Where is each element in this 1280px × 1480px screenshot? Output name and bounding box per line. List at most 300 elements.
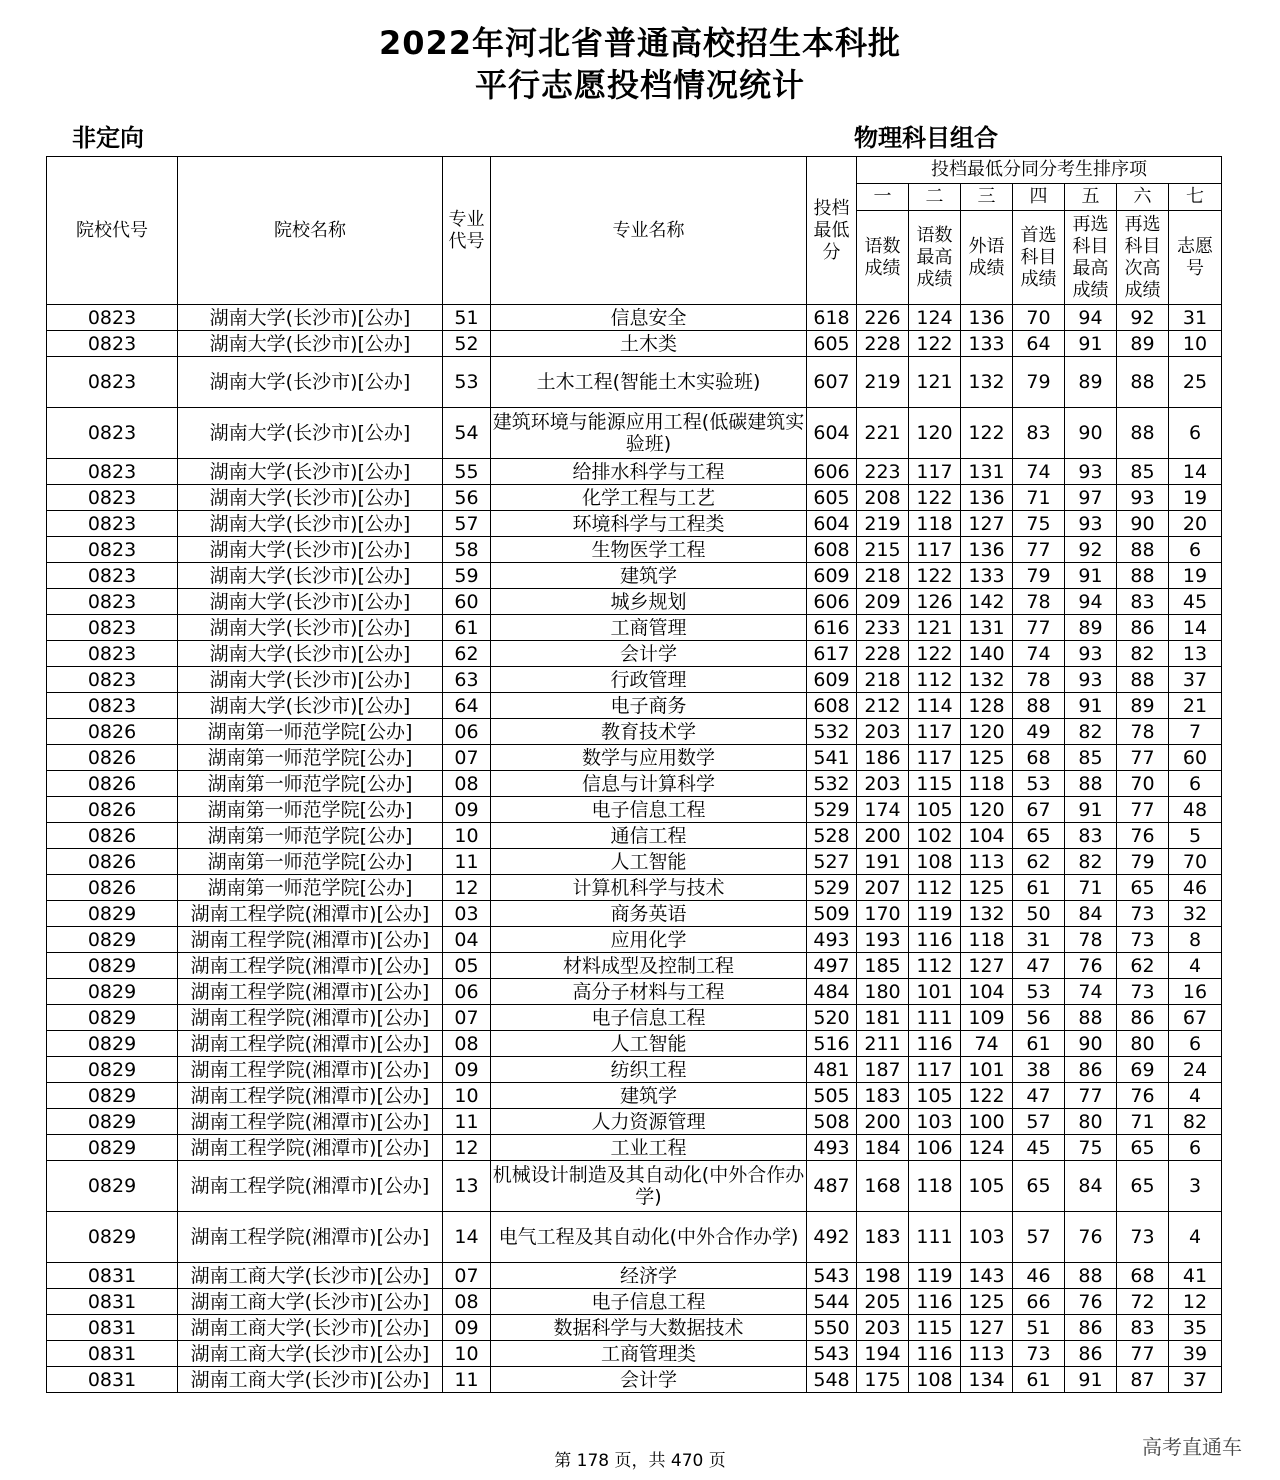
cell-score-second-subject-max: 74 — [1065, 979, 1117, 1005]
header-order-2: 二 — [909, 184, 961, 211]
cell-score-chinese-math: 219 — [857, 511, 909, 537]
cell-major-name: 经济学 — [491, 1263, 807, 1289]
cell-score-chinese-math-max: 112 — [909, 667, 961, 693]
header-order-1: 一 — [857, 184, 909, 211]
cell-score-first-subject: 61 — [1013, 875, 1065, 901]
cell-preference-number: 3 — [1169, 1161, 1222, 1212]
cell-score-first-subject: 77 — [1013, 615, 1065, 641]
cell-major-name: 城乡规划 — [491, 589, 807, 615]
cell-score-second-subject-next: 89 — [1117, 693, 1169, 719]
cell-score-chinese-math: 205 — [857, 1289, 909, 1315]
cell-min-score: 609 — [807, 563, 857, 589]
cell-school-code: 0829 — [47, 901, 178, 927]
cell-school-code: 0823 — [47, 408, 178, 459]
cell-major-name: 工业工程 — [491, 1135, 807, 1161]
cell-preference-number: 6 — [1169, 537, 1222, 563]
document-title-line1: 2022年河北省普通高校招生本科批 — [378, 24, 902, 62]
cell-score-first-subject: 78 — [1013, 589, 1065, 615]
cell-school-code: 0826 — [47, 745, 178, 771]
cell-score-chinese-math: 194 — [857, 1341, 909, 1367]
cell-min-score: 492 — [807, 1212, 857, 1263]
cell-score-foreign-language: 124 — [961, 1135, 1013, 1161]
cell-school-name: 湖南大学(长沙市)[公办] — [178, 563, 443, 589]
header-item-5: 再选科目最高成绩 — [1065, 211, 1117, 305]
cell-score-chinese-math: 233 — [857, 615, 909, 641]
cell-major-name: 行政管理 — [491, 667, 807, 693]
cell-major-name: 材料成型及控制工程 — [491, 953, 807, 979]
cell-score-chinese-math-max: 115 — [909, 1315, 961, 1341]
cell-score-foreign-language: 132 — [961, 357, 1013, 408]
header-item-4: 首选科目成绩 — [1013, 211, 1065, 305]
cell-score-first-subject: 88 — [1013, 693, 1065, 719]
cell-score-foreign-language: 125 — [961, 1289, 1013, 1315]
header-item-1: 语数成绩 — [857, 211, 909, 305]
cell-school-code: 0826 — [47, 823, 178, 849]
cell-score-chinese-math-max: 116 — [909, 927, 961, 953]
cell-major-name: 纺织工程 — [491, 1057, 807, 1083]
cell-score-second-subject-max: 89 — [1065, 357, 1117, 408]
cell-min-score: 532 — [807, 771, 857, 797]
cell-school-code: 0831 — [47, 1315, 178, 1341]
cell-score-chinese-math: 175 — [857, 1367, 909, 1393]
cell-major-code: 61 — [443, 615, 491, 641]
cell-score-foreign-language: 136 — [961, 537, 1013, 563]
cell-school-code: 0829 — [47, 927, 178, 953]
cell-score-chinese-math-max: 106 — [909, 1135, 961, 1161]
cell-major-code: 60 — [443, 589, 491, 615]
cell-min-score: 606 — [807, 589, 857, 615]
cell-score-second-subject-max: 97 — [1065, 485, 1117, 511]
cell-score-foreign-language: 122 — [961, 1083, 1013, 1109]
cell-major-code: 08 — [443, 1289, 491, 1315]
cell-score-foreign-language: 103 — [961, 1212, 1013, 1263]
cell-score-foreign-language: 143 — [961, 1263, 1013, 1289]
cell-score-chinese-math-max: 118 — [909, 511, 961, 537]
cell-score-foreign-language: 101 — [961, 1057, 1013, 1083]
cell-school-name: 湖南大学(长沙市)[公办] — [178, 511, 443, 537]
cell-score-foreign-language: 131 — [961, 615, 1013, 641]
cell-score-chinese-math-max: 122 — [909, 641, 961, 667]
cell-school-name: 湖南工商大学(长沙市)[公办] — [178, 1263, 443, 1289]
cell-score-second-subject-max: 91 — [1065, 1367, 1117, 1393]
cell-preference-number: 37 — [1169, 667, 1222, 693]
table-row — [47, 1005, 1222, 1031]
cell-score-second-subject-max: 84 — [1065, 1161, 1117, 1212]
cell-major-name: 信息安全 — [491, 305, 807, 331]
cell-school-name: 湖南工程学院(湘潭市)[公办] — [178, 1057, 443, 1083]
cell-score-second-subject-max: 92 — [1065, 537, 1117, 563]
header-tiebreak-group: 投档最低分同分考生排序项 — [857, 157, 1222, 184]
header-order-3: 三 — [961, 184, 1013, 211]
cell-score-second-subject-next: 92 — [1117, 305, 1169, 331]
cell-major-name: 人力资源管理 — [491, 1109, 807, 1135]
cell-score-chinese-math-max: 114 — [909, 693, 961, 719]
cell-score-first-subject: 70 — [1013, 305, 1065, 331]
cell-preference-number: 41 — [1169, 1263, 1222, 1289]
cell-major-name: 电子信息工程 — [491, 1289, 807, 1315]
cell-preference-number: 5 — [1169, 823, 1222, 849]
cell-score-chinese-math: 183 — [857, 1212, 909, 1263]
cell-score-chinese-math: 198 — [857, 1263, 909, 1289]
cell-school-name: 湖南大学(长沙市)[公办] — [178, 459, 443, 485]
cell-major-code: 10 — [443, 823, 491, 849]
cell-major-name: 给排水科学与工程 — [491, 459, 807, 485]
cell-score-second-subject-next: 89 — [1117, 331, 1169, 357]
cell-score-chinese-math-max: 124 — [909, 305, 961, 331]
cell-major-name: 建筑环境与能源应用工程(低碳建筑实验班) — [491, 408, 807, 459]
cell-school-code: 0823 — [47, 357, 178, 408]
cell-score-second-subject-next: 65 — [1117, 1161, 1169, 1212]
cell-school-code: 0823 — [47, 563, 178, 589]
cell-score-foreign-language: 136 — [961, 485, 1013, 511]
cell-school-name: 湖南大学(长沙市)[公办] — [178, 589, 443, 615]
table-row — [47, 1289, 1222, 1315]
cell-major-code: 10 — [443, 1341, 491, 1367]
cell-score-second-subject-next: 88 — [1117, 563, 1169, 589]
cell-score-chinese-math-max: 112 — [909, 875, 961, 901]
table-row — [47, 563, 1222, 589]
cell-score-first-subject: 78 — [1013, 667, 1065, 693]
table-row — [47, 797, 1222, 823]
cell-score-second-subject-max: 90 — [1065, 408, 1117, 459]
cell-school-code: 0831 — [47, 1263, 178, 1289]
cell-min-score: 608 — [807, 693, 857, 719]
cell-score-second-subject-next: 73 — [1117, 979, 1169, 1005]
cell-school-name: 湖南第一师范学院[公办] — [178, 771, 443, 797]
cell-score-first-subject: 53 — [1013, 979, 1065, 1005]
cell-school-name: 湖南大学(长沙市)[公办] — [178, 408, 443, 459]
cell-school-name: 湖南工程学院(湘潭市)[公办] — [178, 1161, 443, 1212]
cell-score-chinese-math: 193 — [857, 927, 909, 953]
admission-table — [46, 156, 1222, 1393]
cell-school-name: 湖南工程学院(湘潭市)[公办] — [178, 979, 443, 1005]
cell-school-code: 0823 — [47, 305, 178, 331]
cell-school-code: 0823 — [47, 331, 178, 357]
cell-min-score: 544 — [807, 1289, 857, 1315]
cell-score-foreign-language: 122 — [961, 408, 1013, 459]
cell-school-code: 0831 — [47, 1289, 178, 1315]
cell-score-second-subject-max: 80 — [1065, 1109, 1117, 1135]
cell-min-score: 487 — [807, 1161, 857, 1212]
cell-school-name: 湖南大学(长沙市)[公办] — [178, 357, 443, 408]
cell-major-name: 人工智能 — [491, 849, 807, 875]
cell-score-foreign-language: 127 — [961, 511, 1013, 537]
cell-school-code: 0831 — [47, 1341, 178, 1367]
cell-school-code: 0826 — [47, 771, 178, 797]
cell-score-second-subject-max: 93 — [1065, 511, 1117, 537]
cell-major-code: 59 — [443, 563, 491, 589]
cell-score-chinese-math-max: 103 — [909, 1109, 961, 1135]
cell-major-code: 07 — [443, 1263, 491, 1289]
cell-score-foreign-language: 105 — [961, 1161, 1013, 1212]
table-row — [47, 537, 1222, 563]
cell-score-second-subject-next: 65 — [1117, 875, 1169, 901]
cell-score-second-subject-max: 82 — [1065, 849, 1117, 875]
table-row — [47, 979, 1222, 1005]
document-title-line2: 平行志愿投档情况统计 — [474, 66, 805, 104]
table-row — [47, 1057, 1222, 1083]
cell-score-first-subject: 49 — [1013, 719, 1065, 745]
cell-min-score: 543 — [807, 1341, 857, 1367]
cell-major-code: 53 — [443, 357, 491, 408]
cell-school-code: 0829 — [47, 1161, 178, 1212]
cell-score-first-subject: 65 — [1013, 823, 1065, 849]
header-item-3: 外语成绩 — [961, 211, 1013, 305]
cell-score-second-subject-next: 86 — [1117, 1005, 1169, 1031]
cell-major-name: 电子商务 — [491, 693, 807, 719]
cell-school-name: 湖南大学(长沙市)[公办] — [178, 641, 443, 667]
cell-school-code: 0823 — [47, 589, 178, 615]
cell-major-name: 数学与应用数学 — [491, 745, 807, 771]
cell-major-code: 05 — [443, 953, 491, 979]
cell-score-first-subject: 56 — [1013, 1005, 1065, 1031]
table-row — [47, 408, 1222, 459]
cell-score-chinese-math: 226 — [857, 305, 909, 331]
cell-school-name: 湖南工程学院(湘潭市)[公办] — [178, 1005, 443, 1031]
cell-min-score: 527 — [807, 849, 857, 875]
cell-school-code: 0829 — [47, 1005, 178, 1031]
cell-major-code: 11 — [443, 1367, 491, 1393]
cell-school-code: 0826 — [47, 849, 178, 875]
cell-score-second-subject-max: 85 — [1065, 745, 1117, 771]
cell-score-foreign-language: 109 — [961, 1005, 1013, 1031]
cell-score-second-subject-next: 87 — [1117, 1367, 1169, 1393]
cell-score-chinese-math: 228 — [857, 641, 909, 667]
cell-preference-number: 37 — [1169, 1367, 1222, 1393]
cell-score-second-subject-max: 91 — [1065, 693, 1117, 719]
cell-min-score: 529 — [807, 875, 857, 901]
cell-score-foreign-language: 131 — [961, 459, 1013, 485]
cell-major-code: 55 — [443, 459, 491, 485]
cell-school-code: 0823 — [47, 485, 178, 511]
cell-score-chinese-math-max: 117 — [909, 719, 961, 745]
cell-min-score: 604 — [807, 408, 857, 459]
cell-score-first-subject: 45 — [1013, 1135, 1065, 1161]
cell-score-first-subject: 57 — [1013, 1109, 1065, 1135]
table-row — [47, 1315, 1222, 1341]
cell-min-score: 550 — [807, 1315, 857, 1341]
cell-school-code: 0823 — [47, 511, 178, 537]
cell-score-second-subject-next: 78 — [1117, 719, 1169, 745]
cell-score-chinese-math: 228 — [857, 331, 909, 357]
cell-score-foreign-language: 104 — [961, 823, 1013, 849]
cell-score-second-subject-max: 86 — [1065, 1057, 1117, 1083]
cell-score-second-subject-max: 77 — [1065, 1083, 1117, 1109]
cell-score-chinese-math: 218 — [857, 563, 909, 589]
cell-score-first-subject: 38 — [1013, 1057, 1065, 1083]
cell-score-foreign-language: 120 — [961, 797, 1013, 823]
cell-school-name: 湖南工程学院(湘潭市)[公办] — [178, 1135, 443, 1161]
cell-school-name: 湖南工程学院(湘潭市)[公办] — [178, 1083, 443, 1109]
table-row — [47, 1109, 1222, 1135]
table-row — [47, 849, 1222, 875]
cell-school-code: 0823 — [47, 667, 178, 693]
cell-school-code: 0826 — [47, 797, 178, 823]
table-row — [47, 615, 1222, 641]
category-label: 非定向 — [72, 124, 144, 152]
cell-min-score: 608 — [807, 537, 857, 563]
table-row — [47, 641, 1222, 667]
header-major-name: 专业名称 — [491, 157, 807, 305]
cell-major-code: 11 — [443, 1109, 491, 1135]
cell-score-chinese-math: 207 — [857, 875, 909, 901]
cell-school-name: 湖南工程学院(湘潭市)[公办] — [178, 1031, 443, 1057]
cell-min-score: 605 — [807, 485, 857, 511]
cell-major-code: 07 — [443, 745, 491, 771]
cell-major-code: 08 — [443, 1031, 491, 1057]
cell-preference-number: 6 — [1169, 408, 1222, 459]
cell-score-chinese-math-max: 116 — [909, 1031, 961, 1057]
cell-min-score: 616 — [807, 615, 857, 641]
cell-score-chinese-math-max: 122 — [909, 563, 961, 589]
cell-score-second-subject-next: 93 — [1117, 485, 1169, 511]
cell-school-name: 湖南第一师范学院[公办] — [178, 849, 443, 875]
cell-score-second-subject-max: 76 — [1065, 1212, 1117, 1263]
cell-major-code: 57 — [443, 511, 491, 537]
cell-score-second-subject-max: 88 — [1065, 771, 1117, 797]
table-row — [47, 667, 1222, 693]
cell-major-name: 数据科学与大数据技术 — [491, 1315, 807, 1341]
header-item-6: 再选科目次高成绩 — [1117, 211, 1169, 305]
cell-preference-number: 4 — [1169, 1083, 1222, 1109]
cell-score-second-subject-max: 88 — [1065, 1005, 1117, 1031]
cell-score-chinese-math: 180 — [857, 979, 909, 1005]
cell-major-name: 商务英语 — [491, 901, 807, 927]
cell-score-second-subject-next: 76 — [1117, 1083, 1169, 1109]
cell-major-name: 应用化学 — [491, 927, 807, 953]
cell-score-chinese-math: 218 — [857, 667, 909, 693]
cell-school-name: 湖南大学(长沙市)[公办] — [178, 331, 443, 357]
cell-score-chinese-math-max: 118 — [909, 1161, 961, 1212]
cell-score-second-subject-next: 73 — [1117, 1212, 1169, 1263]
header-order-5: 五 — [1065, 184, 1117, 211]
cell-score-foreign-language: 74 — [961, 1031, 1013, 1057]
cell-school-name: 湖南第一师范学院[公办] — [178, 745, 443, 771]
cell-score-first-subject: 79 — [1013, 563, 1065, 589]
cell-score-chinese-math: 208 — [857, 485, 909, 511]
cell-preference-number: 7 — [1169, 719, 1222, 745]
table-row — [47, 1135, 1222, 1161]
cell-preference-number: 4 — [1169, 953, 1222, 979]
cell-score-chinese-math-max: 116 — [909, 1289, 961, 1315]
header-major-code: 专业代号 — [443, 157, 491, 305]
cell-school-code: 0829 — [47, 1031, 178, 1057]
cell-score-first-subject: 61 — [1013, 1031, 1065, 1057]
cell-score-second-subject-next: 82 — [1117, 641, 1169, 667]
cell-major-name: 环境科学与工程类 — [491, 511, 807, 537]
cell-min-score: 543 — [807, 1263, 857, 1289]
cell-score-foreign-language: 136 — [961, 305, 1013, 331]
cell-score-second-subject-next: 62 — [1117, 953, 1169, 979]
cell-score-first-subject: 51 — [1013, 1315, 1065, 1341]
cell-score-chinese-math-max: 115 — [909, 771, 961, 797]
cell-score-second-subject-max: 82 — [1065, 719, 1117, 745]
cell-school-code: 0829 — [47, 979, 178, 1005]
cell-preference-number: 46 — [1169, 875, 1222, 901]
cell-score-second-subject-max: 93 — [1065, 459, 1117, 485]
cell-score-foreign-language: 132 — [961, 667, 1013, 693]
cell-major-name: 电气工程及其自动化(中外合作办学) — [491, 1212, 807, 1263]
header-item-7: 志愿号 — [1169, 211, 1222, 305]
cell-score-second-subject-next: 70 — [1117, 771, 1169, 797]
cell-score-chinese-math: 223 — [857, 459, 909, 485]
cell-min-score: 484 — [807, 979, 857, 1005]
cell-school-name: 湖南工商大学(长沙市)[公办] — [178, 1341, 443, 1367]
cell-score-second-subject-next: 86 — [1117, 615, 1169, 641]
cell-score-first-subject: 66 — [1013, 1289, 1065, 1315]
table-row — [47, 1341, 1222, 1367]
cell-preference-number: 67 — [1169, 1005, 1222, 1031]
cell-score-first-subject: 65 — [1013, 1161, 1065, 1212]
cell-score-foreign-language: 104 — [961, 979, 1013, 1005]
table-row — [47, 719, 1222, 745]
cell-score-second-subject-max: 76 — [1065, 1289, 1117, 1315]
cell-school-name: 湖南工商大学(长沙市)[公办] — [178, 1367, 443, 1393]
cell-score-first-subject: 64 — [1013, 331, 1065, 357]
cell-score-first-subject: 83 — [1013, 408, 1065, 459]
cell-preference-number: 14 — [1169, 459, 1222, 485]
cell-preference-number: 31 — [1169, 305, 1222, 331]
cell-score-second-subject-next: 69 — [1117, 1057, 1169, 1083]
cell-score-second-subject-next: 85 — [1117, 459, 1169, 485]
cell-score-second-subject-next: 88 — [1117, 667, 1169, 693]
cell-score-chinese-math-max: 101 — [909, 979, 961, 1005]
cell-min-score: 604 — [807, 511, 857, 537]
table-row — [47, 771, 1222, 797]
cell-score-second-subject-max: 93 — [1065, 641, 1117, 667]
cell-school-code: 0831 — [47, 1367, 178, 1393]
cell-score-first-subject: 62 — [1013, 849, 1065, 875]
cell-school-name: 湖南大学(长沙市)[公办] — [178, 693, 443, 719]
cell-school-code: 0829 — [47, 1212, 178, 1263]
cell-score-chinese-math-max: 105 — [909, 797, 961, 823]
cell-min-score: 617 — [807, 641, 857, 667]
cell-major-code: 10 — [443, 1083, 491, 1109]
cell-score-chinese-math-max: 108 — [909, 849, 961, 875]
header-min-score: 投档最低分 — [807, 157, 857, 305]
cell-school-code: 0823 — [47, 537, 178, 563]
cell-preference-number: 10 — [1169, 331, 1222, 357]
cell-score-chinese-math-max: 111 — [909, 1212, 961, 1263]
cell-major-name: 人工智能 — [491, 1031, 807, 1057]
table-row — [47, 331, 1222, 357]
cell-score-first-subject: 53 — [1013, 771, 1065, 797]
cell-score-foreign-language: 113 — [961, 1341, 1013, 1367]
cell-school-code: 0829 — [47, 953, 178, 979]
cell-score-second-subject-max: 94 — [1065, 589, 1117, 615]
cell-major-name: 土木类 — [491, 331, 807, 357]
cell-major-code: 58 — [443, 537, 491, 563]
cell-major-code: 09 — [443, 1315, 491, 1341]
cell-score-second-subject-next: 77 — [1117, 797, 1169, 823]
cell-score-second-subject-max: 78 — [1065, 927, 1117, 953]
cell-min-score: 509 — [807, 901, 857, 927]
table-row — [47, 953, 1222, 979]
cell-preference-number: 35 — [1169, 1315, 1222, 1341]
cell-school-code: 0829 — [47, 1109, 178, 1135]
cell-score-second-subject-max: 76 — [1065, 953, 1117, 979]
cell-major-code: 04 — [443, 927, 491, 953]
cell-score-chinese-math-max: 122 — [909, 331, 961, 357]
header-order-6: 六 — [1117, 184, 1169, 211]
cell-score-first-subject: 47 — [1013, 953, 1065, 979]
cell-score-second-subject-next: 73 — [1117, 901, 1169, 927]
cell-score-foreign-language: 128 — [961, 693, 1013, 719]
header-order-7: 七 — [1169, 184, 1222, 211]
cell-min-score: 618 — [807, 305, 857, 331]
cell-school-code: 0823 — [47, 641, 178, 667]
cell-school-code: 0823 — [47, 615, 178, 641]
